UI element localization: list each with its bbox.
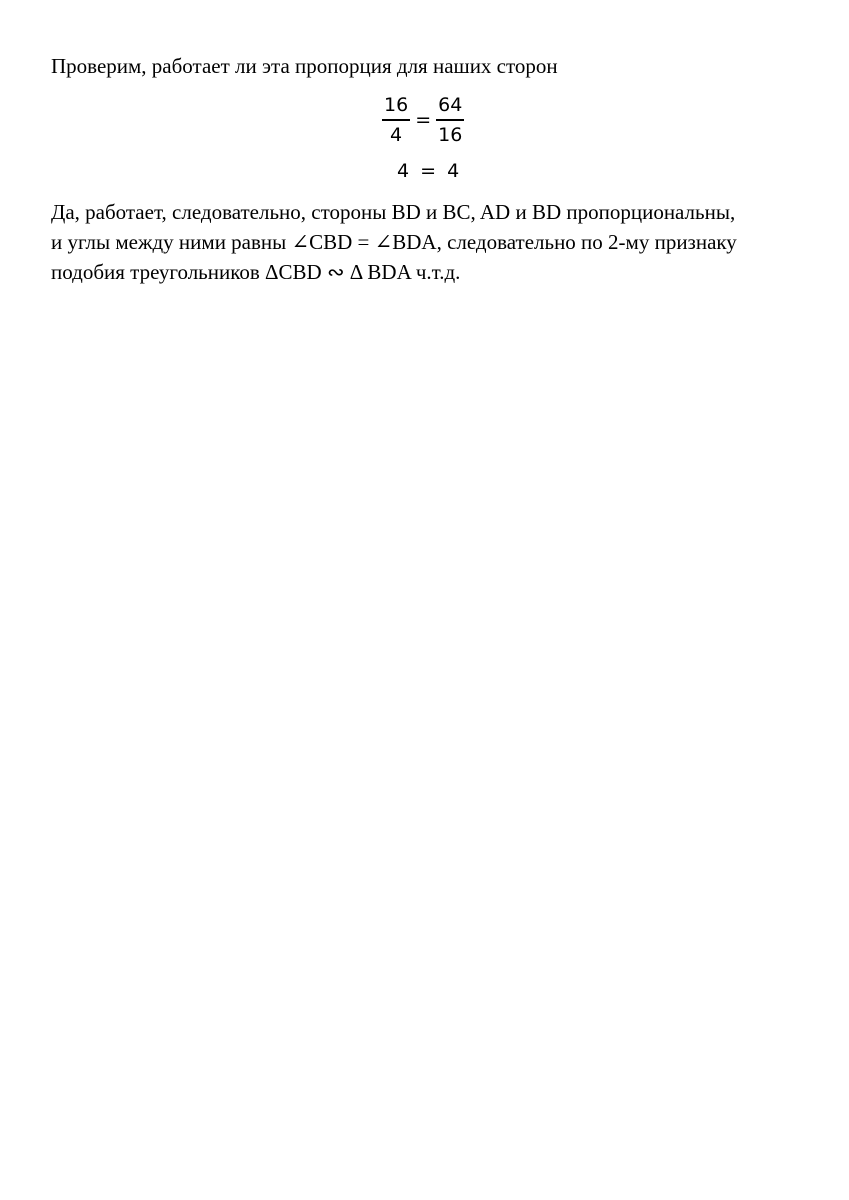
result-right: 4 <box>447 160 460 182</box>
proportion-equation <box>382 91 464 149</box>
left-fraction <box>382 92 410 148</box>
paragraph-line: и углы между ними равны ∠CBD = ∠BDA, следовательно по 2-му признаку <box>51 230 737 254</box>
right-numerator: 64 <box>438 94 463 116</box>
conclusion-paragraph <box>51 197 737 287</box>
result-left: 4 <box>397 160 410 182</box>
intro-text: Проверим, работает ли эта пропорция для наших сторон <box>51 54 558 78</box>
right-fraction <box>436 92 464 148</box>
left-numerator: 16 <box>384 94 409 116</box>
paragraph-line: Да, работает, следовательно, стороны BD и BC, AD и BD пропорциональны, <box>51 200 736 224</box>
equals-sign: = <box>420 160 437 182</box>
left-denominator: 4 <box>390 124 403 146</box>
equals-sign: = <box>415 109 432 131</box>
fraction-bar <box>382 119 410 121</box>
paragraph-line: подобия треугольников ΔCBD ∾ Δ BDA ч.т.д. <box>51 260 461 284</box>
result-equation <box>397 157 459 185</box>
fraction-bar <box>436 119 464 121</box>
right-denominator: 16 <box>438 124 463 146</box>
